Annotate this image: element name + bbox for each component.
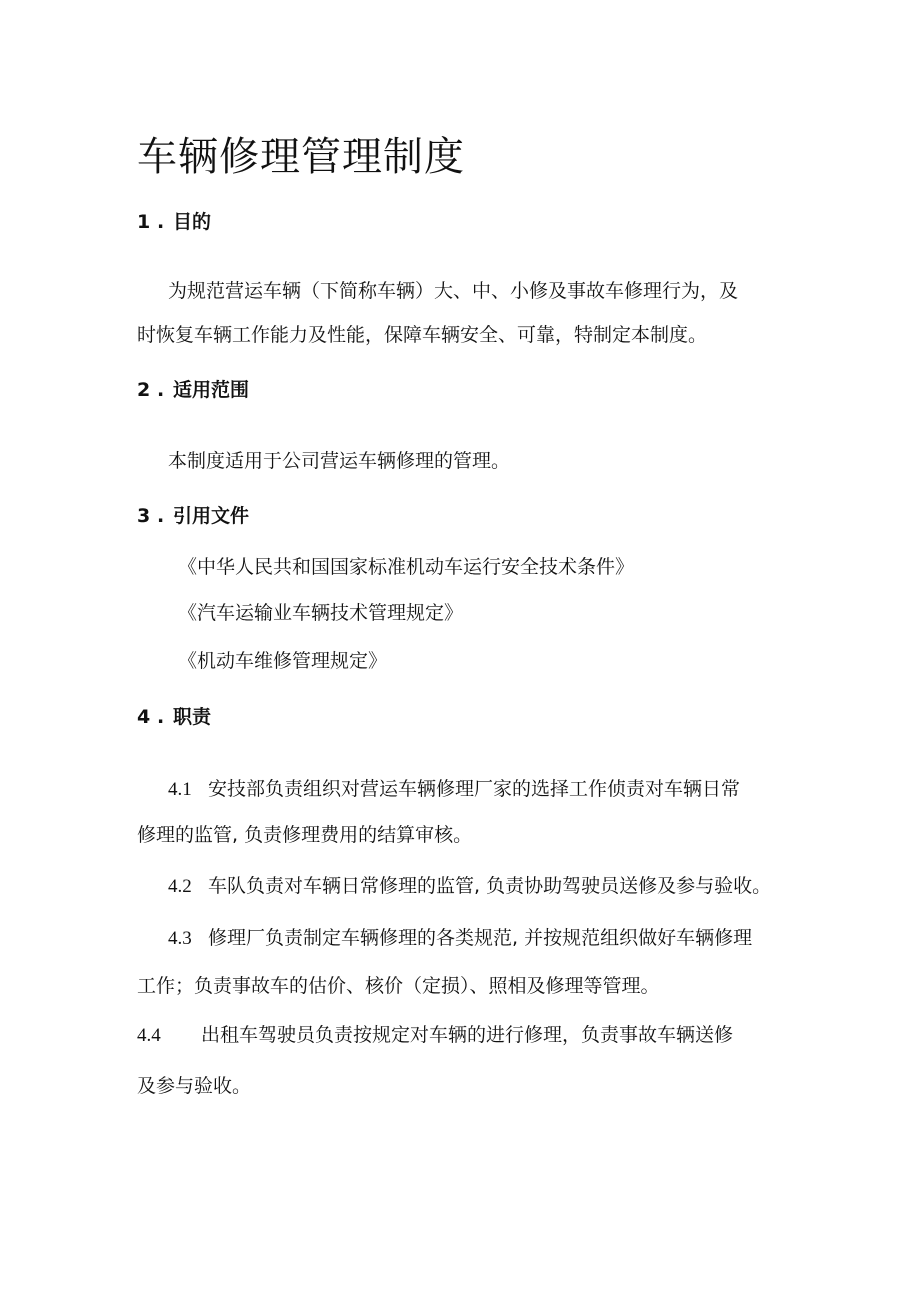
reference-item: 《中华人民共和国国家标准机动车运行安全技术条件》 [178,556,635,578]
duty-number: 4.2 [168,876,192,897]
duty-text: 出租车驾驶员负责按规定对车辆的进行修理，负责事故车辆送修 [201,1024,734,1046]
section-title: 引用文件 [173,505,250,527]
duty-item-4-3 [168,925,752,952]
duty-number: 4.1 [168,779,192,800]
section-dot: . [157,379,165,401]
section-heading-4 [137,704,211,730]
section-dot: . [157,505,165,527]
section-number: 2 [137,379,151,401]
section-dot: . [157,211,165,233]
reference-item: 《机动车维修管理规定》 [178,650,388,672]
paragraph-line: 时恢复车辆工作能力及性能，保障车辆安全、可靠，特制定本制度。 [137,324,708,346]
document-title: 车辆修理管理制度 [137,134,465,180]
duty-text-continued: 及参与验收。 [137,1075,252,1097]
paragraph-line: 为规范营运车辆（下简称车辆）大、中、小修及事故车修理行为，及 [168,280,739,302]
section-dot: . [157,706,165,728]
section-number: 4 [137,706,151,728]
section-number: 3 [137,505,151,527]
duty-item-4-4 [137,1022,733,1049]
duty-item-4-1 [168,776,740,803]
duty-item-4-2 [168,873,771,900]
duty-text: 车队负责对车辆日常修理的监管, 负责协助驾驶员送修及参与验收。 [208,875,772,897]
duty-text: 安技部负责组织对营运车辆修理厂家的选择工作侦责对车辆日常 [208,778,741,800]
section-title: 职责 [173,706,212,728]
paragraph-line: 本制度适用于公司营运车辆修理的管理。 [168,450,511,472]
section-title: 适用范围 [173,379,250,401]
section-heading-1 [137,209,211,235]
duty-text-continued: 工作；负责事故车的估价、核价（定损）、照相及修理等管理。 [137,975,660,997]
duty-text-continued: 修理的监管, 负责修理费用的结算审核。 [137,824,473,846]
section-heading-3 [137,503,249,529]
section-number: 1 [137,211,151,233]
duty-number: 4.3 [168,928,192,949]
reference-item: 《汽车运输业车辆技术管理规定》 [178,602,464,624]
section-heading-2 [137,377,249,403]
duty-text: 修理厂负责制定车辆修理的各类规范, 并按规范组织做好车辆修理 [208,927,753,949]
duty-number: 4.4 [137,1025,161,1046]
section-title: 目的 [173,211,212,233]
